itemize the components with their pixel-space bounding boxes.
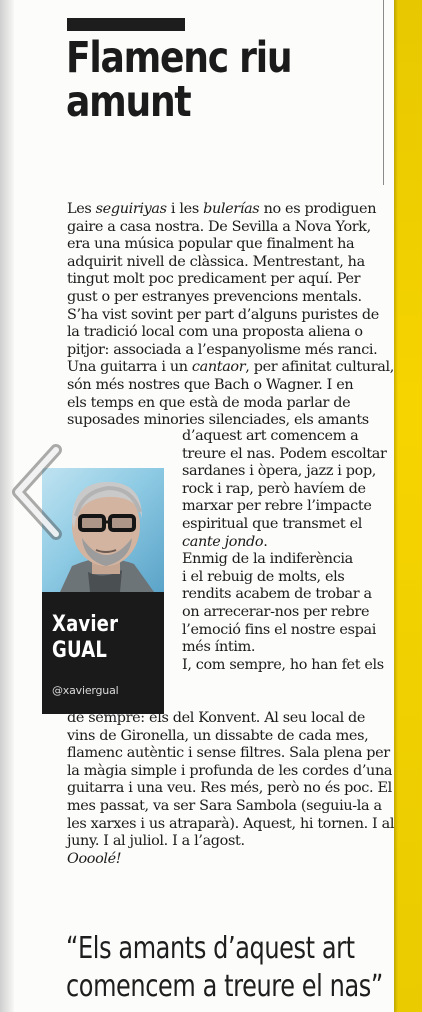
author-last-name: GUAL	[52, 638, 108, 663]
title-line-2: amunt	[66, 77, 191, 127]
body-line: de sempre: els del Konvent. Al seu local de	[67, 710, 366, 726]
body-line: vins de Gironella, un dissabte de cada mes,	[67, 727, 369, 744]
body-line: gust o per estranyes prevencions mentals.	[67, 288, 362, 305]
body-line: tingut molt poc predicament per aquí. Per	[67, 271, 361, 288]
section-bar	[67, 18, 185, 31]
body-line: era una música popular que finalment ha	[67, 236, 355, 253]
body-line: S’ha vist sovint per part d’alguns puristes de	[67, 306, 379, 323]
body-line: on arrecerar-nos per rebre	[182, 603, 370, 620]
body-line: més íntim.	[182, 639, 256, 656]
body-line: gaire a casa nostra. De Sevilla a Nova York,	[67, 218, 371, 235]
body-line: suposades minories silenciades, els amants	[67, 412, 369, 429]
adjacent-page-edge	[394, 0, 422, 1012]
body-line: rendits acabem de trobar a	[182, 586, 372, 603]
pull-quote-line-1: “Els amants d’aquest art	[66, 931, 355, 966]
body-line: treure el nas. Podem escoltar	[182, 445, 387, 462]
article-title	[66, 33, 335, 127]
body-line: d’aquest art comencem a	[182, 428, 359, 444]
body-line: són més nostres que Bach o Wagner. I en	[67, 376, 354, 393]
body-line: flamenc autèntic i sense filtres. Sala plena per	[67, 745, 390, 762]
body-line: Les seguiriyas i les bulerías no es prodiguen	[67, 201, 377, 217]
body-line: guitarra i una veu. Res més, però no és poc. El	[67, 780, 392, 797]
title-line-1: Flamenc riu	[66, 33, 292, 83]
body-line: l’emoció fins el nostre espai	[182, 621, 376, 638]
pull-quote	[66, 930, 383, 1006]
column-divider	[383, 0, 384, 185]
body-line: les xarxes i us atraparà). Aquest, hi tornen. I al	[67, 815, 395, 832]
paragraph-wrap	[182, 428, 387, 674]
body-line: Enmig de la indiferència	[182, 551, 353, 568]
body-line: juny. I al juliol. I a l’agost.	[67, 833, 245, 850]
body-line: pitjor: associada a l’espanyolisme més ranci.	[67, 341, 378, 358]
body-line: adquirit nivell de clàssica. Mentrestant, ha	[67, 253, 365, 270]
body-line: rock i rap, però havíem de	[182, 480, 366, 497]
body-line: i el rebuig de molts, els	[182, 568, 345, 585]
author-byline-box	[42, 592, 164, 714]
body-line: mes passat, va ser Sara Sambola (seguiu-la a	[67, 797, 382, 814]
body-line: Oooolé!	[67, 850, 122, 867]
body-line: cante jondo.	[182, 533, 268, 550]
pull-quote-line-2: comencem a treure el nas”	[66, 969, 383, 1004]
body-line: I, com sempre, ho han fet els	[182, 656, 384, 673]
paragraph-closing	[67, 710, 394, 868]
body-line: espiritual que transmet el	[182, 515, 363, 532]
body-line: la màgia simple i profunda de les cordes d’una	[67, 762, 393, 779]
body-line: els temps en que està de moda parlar de	[67, 394, 351, 411]
body-line: la tradició local com una proposta aliena o	[67, 324, 363, 341]
body-line: marxar per rebre l’impacte	[182, 498, 372, 515]
chevron-left-icon[interactable]	[6, 444, 66, 540]
body-line: Una guitarra i un cantaor, per afinitat cultural,	[67, 359, 394, 376]
author-social-handle: @xaviergual	[52, 684, 119, 697]
paragraph-intro	[67, 201, 394, 430]
body-line: sardanes i òpera, jazz i pop,	[182, 463, 377, 480]
author-first-name: Xavier	[52, 612, 119, 637]
